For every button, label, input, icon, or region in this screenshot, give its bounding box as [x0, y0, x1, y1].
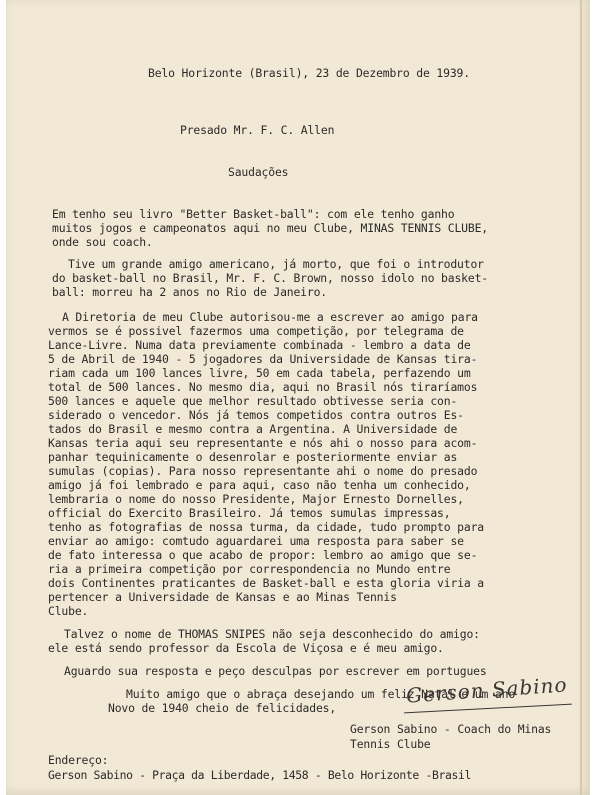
p3-line: riam cada um 100 lances livre, 50 em cada tabela, perfazendo um	[48, 366, 471, 380]
p3-line: Lance-Livre. Numa data previamente combinada - lembro a data de	[48, 338, 471, 352]
p2-line: Tive um grande amigo americano, já morto, que foi o introdutor	[68, 257, 484, 271]
p3-line: lembraria o nome do nosso Presidente, Major Ernesto Dornelles,	[48, 492, 464, 506]
p3-line: Kansas teria aqui seu representante e nós ahi o nosso para acom-	[48, 436, 478, 450]
greeting: Saudações	[228, 165, 289, 179]
p3-line: sumulas (copias). Para nosso representante ahi o nome do presado	[48, 464, 478, 478]
p3-line: dois Continentes praticantes de Basket-ball e esta gloria viria a	[48, 576, 485, 590]
p3-line: de fato interessa o que acabo de propor: lembro ao amigo que se-	[48, 548, 478, 562]
p3-line: pertencer a Universidade de Kansas e ao Minas Tennis	[48, 590, 397, 604]
paper-edge	[580, 0, 582, 795]
p5-line: Aguardo sua resposta e peço desculpas por escrever em portugues	[64, 664, 487, 678]
p3-line: A Diretoria de meu Clube autorisou-me a escrever ao amigo para	[62, 310, 478, 324]
handwritten-signature: Gerson Sabino	[405, 672, 569, 708]
signature-block-line: Tennis Clube	[350, 737, 431, 751]
p3-line: 5 de Abril de 1940 - 5 jogadores da Universidade de Kansas tira-	[48, 352, 478, 366]
p2-line: do basket-ball no Brasil, Mr. F. C. Brown, nosso idolo no basket-	[52, 271, 489, 285]
p3-line: vermos se é possivel fazermos uma competição, por telegrama de	[48, 324, 464, 338]
p3-line: ria a primeira competição por correspondencia no Mundo entre	[48, 562, 451, 576]
p1-line: onde sou coach.	[52, 235, 153, 249]
p3-line: 500 lances e aquele que melhor resultado obtivesse seria con-	[48, 394, 458, 408]
p3-line: enviar ao amigo: comtudo aguardarei uma resposta para saber se	[48, 534, 464, 548]
p2-line: ball: morreu ha 2 anos no Rio de Janeiro.	[52, 285, 328, 299]
p1-line: muitos jogos e campeonatos aqui no meu Clube, MINAS TENNIS CLUBE,	[52, 221, 489, 235]
p1-line: Em tenho seu livro "Better Basket-ball": com ele tenho ganho	[52, 207, 455, 221]
p3-line: Clube.	[48, 604, 89, 618]
p3-line: total de 500 lances. No mesmo dia, aqui no Brasil nós tiraríamos	[48, 380, 478, 394]
salutation: Presado Mr. F. C. Allen	[180, 123, 335, 137]
p3-line: panhar tequinicamente o desenrolar e posteriormente enviar as	[48, 450, 458, 464]
address-label: Endereço:	[48, 753, 109, 767]
p3-line: tenho as fotografias de nossa turma, da cidade, tudo prompto para	[48, 520, 485, 534]
p6-line: Muito amigo que o abraça desejando um feliz Natal e um ano	[126, 687, 516, 701]
address: Gerson Sabino - Praça da Liberdade, 1458 - Belo Horizonte -Brasil	[48, 768, 472, 782]
p3-line: official do Exercito Brasileiro. Já temos sumulas impressas,	[48, 506, 451, 520]
letter-page	[6, 0, 590, 795]
p3-line: amigo já foi lembrado e para aqui, caso não tenha um conhecido,	[48, 478, 471, 492]
signature-block-line: Gerson Sabino - Coach do Minas	[350, 722, 552, 736]
p4-line: ele está sendo professor da Escola de Viçosa e é meu amigo.	[48, 641, 444, 655]
p3-line: tados do Brasil e mesmo contra a Argentina. A Universidade de	[48, 422, 458, 436]
p3-line: siderado o vencedor. Nós já temos competidos contra outros Es-	[48, 408, 464, 422]
p4-line: Talvez o nome de THOMAS SNIPES não seja desconhecido do amigo:	[64, 627, 480, 641]
p6-line: Novo de 1940 cheio de felicidades,	[108, 701, 337, 715]
place-date: Belo Horizonte (Brasil), 23 de Dezembro de 1939.	[148, 66, 470, 80]
